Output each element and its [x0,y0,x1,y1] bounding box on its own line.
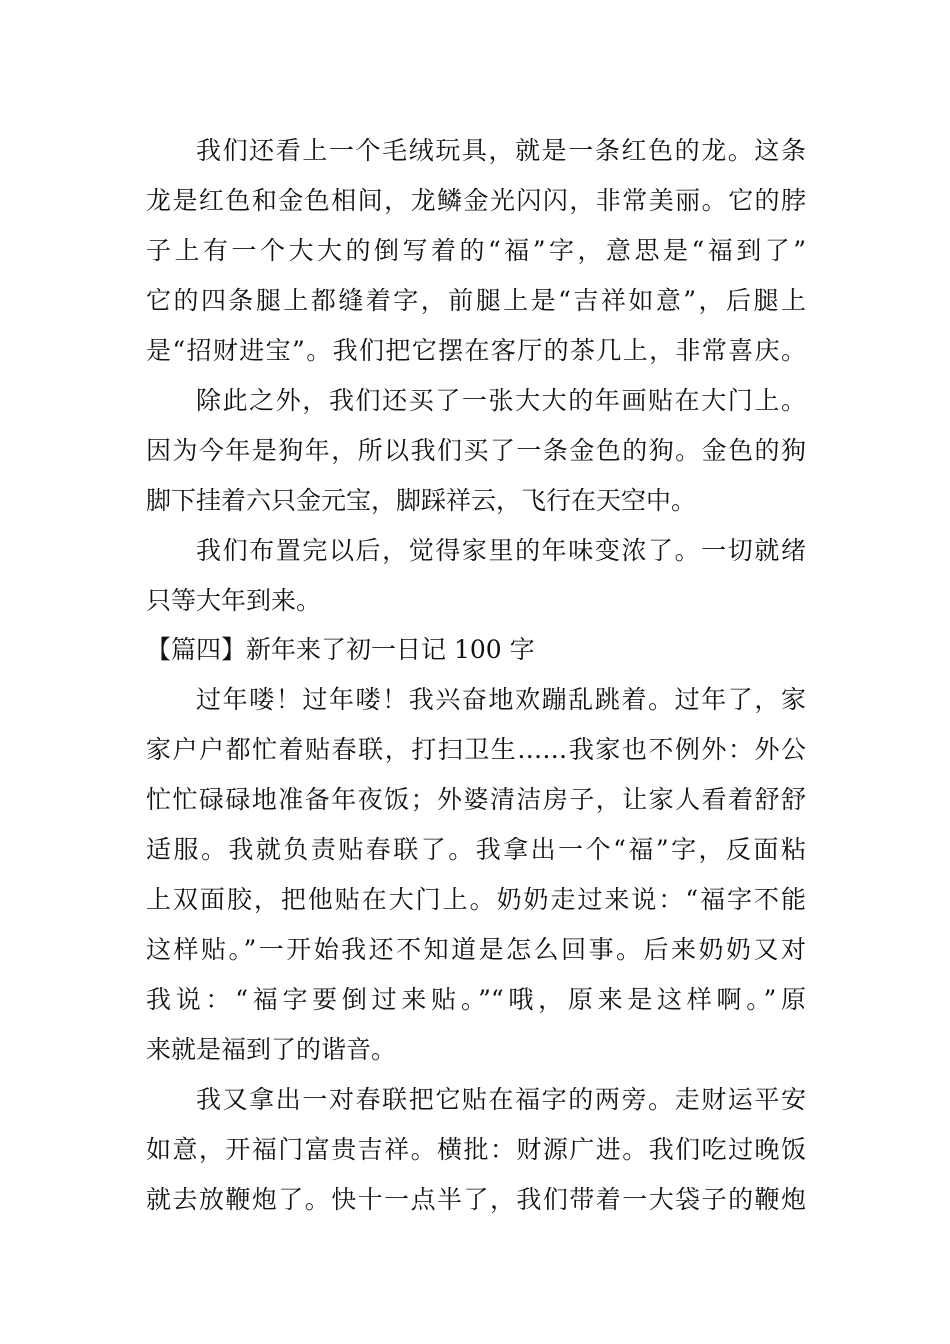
paragraph-line: 我说：“福字要倒过来贴。”“哦，原来是这样啊。”原 [146,985,806,1014]
paragraph-line: 这样贴。”一开始我还不知道是怎么回事。后来奶奶又对 [146,935,806,964]
paragraph-line: 来就是福到了的谐音。 [146,1035,397,1064]
paragraph-line: 我们布置完以后，觉得家里的年味变浓了。一切就绪 [196,536,806,565]
paragraph-line: 过年喽！过年喽！我兴奋地欢蹦乱跳着。过年了，家 [196,685,806,714]
paragraph-line: 除此之外，我们还买了一张大大的年画贴在大门上。 [196,386,806,415]
paragraph-line: 如意，开福门富贵吉祥。横批：财源广进。我们吃过晚饭 [146,1135,806,1164]
paragraph-line: 子上有一个大大的倒写着的“福”字，意思是“福到了” [146,236,806,265]
paragraph-line: 家户户都忙着贴春联，打扫卫生……我家也不例外：外公 [146,735,806,764]
paragraph-line: 龙是红色和金色相间，龙鳞金光闪闪，非常美丽。它的脖 [146,186,806,215]
paragraph-line: 适服。我就负责贴春联了。我拿出一个“福”字，反面粘 [146,835,806,864]
paragraph-line: 脚下挂着六只金元宝，脚踩祥云，飞行在天空中。 [146,486,697,515]
paragraph-line: 它的四条腿上都缝着字，前腿上是“吉祥如意”，后腿上 [146,286,806,315]
paragraph-line: 我又拿出一对春联把它贴在福字的两旁。走财运平安 [196,1085,806,1114]
paragraph-line: 是“招财进宝”。我们把它摆在客厅的茶几上，非常喜庆。 [146,336,806,365]
paragraph-line: 就去放鞭炮了。快十一点半了，我们带着一大袋子的鞭炮 [146,1185,806,1214]
paragraph-line: 因为今年是狗年，所以我们买了一条金色的狗。金色的狗 [146,436,806,465]
paragraph-line: 只等大年到来。 [146,586,322,615]
paragraph-line: 上双面胶，把他贴在大门上。奶奶走过来说：“福字不能 [146,885,806,914]
paragraph-line: 忙忙碌碌地准备年夜饭；外婆清洁房子，让家人看着舒舒 [146,785,806,814]
section-heading: 【篇四】新年来了初一日记 100 字 [146,635,535,664]
paragraph-line: 我们还看上一个毛绒玩具，就是一条红色的龙。这条 [196,136,806,165]
